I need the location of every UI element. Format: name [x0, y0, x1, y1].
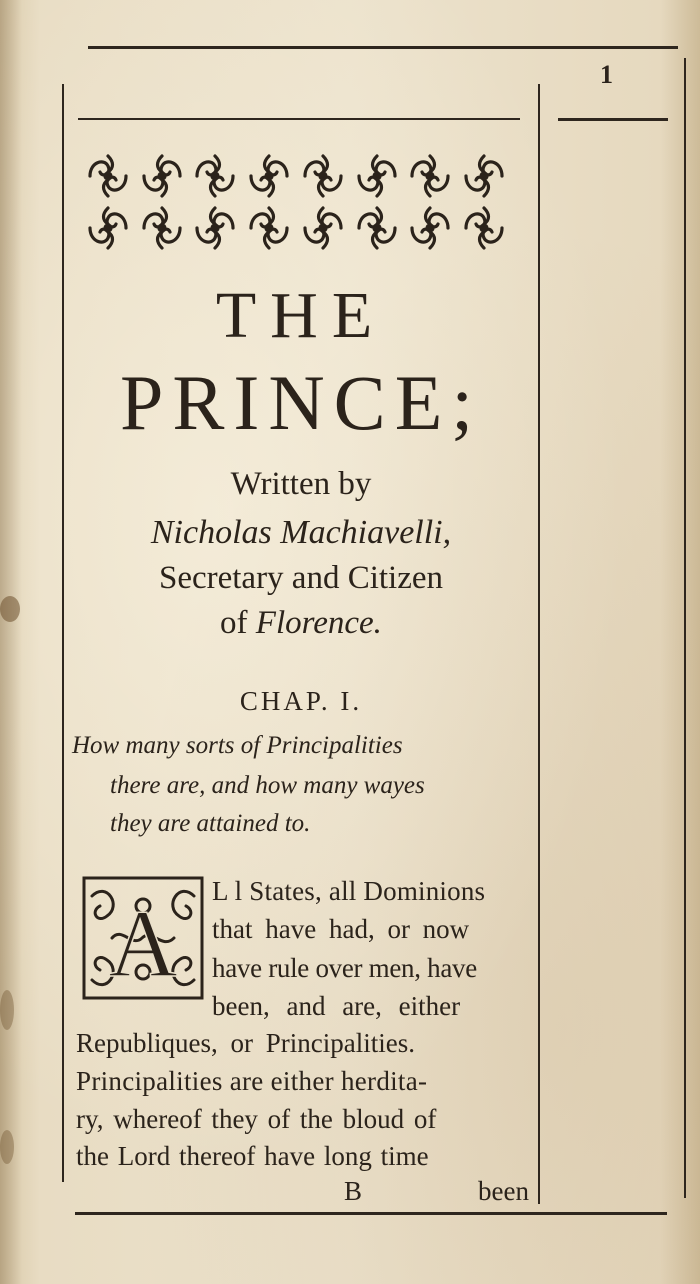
stain — [0, 1130, 14, 1164]
bottom-rule — [75, 1212, 667, 1215]
body-line: that have had, or now — [212, 914, 470, 944]
catchword: been — [478, 1176, 529, 1206]
inner-top-rule — [78, 118, 520, 120]
body-line: the Lord thereof have long time — [76, 1141, 429, 1171]
body-line: Principalities are either herdita- — [76, 1066, 428, 1096]
stain — [0, 990, 14, 1030]
margin-rule — [684, 58, 686, 1198]
fleuron-ornament — [191, 152, 239, 200]
chapter-subtitle-line: there are, and how many wayes — [110, 772, 425, 799]
body-line: ry, whereof they of the bloud of — [76, 1104, 437, 1134]
drop-cap-letter: A — [108, 890, 178, 997]
fleuron-ornament — [84, 152, 132, 200]
fleuron-ornament — [353, 152, 401, 200]
fleuron-ornament — [138, 204, 186, 252]
author-name: Nicholas Machiavelli, — [150, 514, 452, 551]
ornament-row — [84, 204, 508, 252]
fleuron-ornament — [353, 204, 401, 252]
fleuron-ornament — [245, 152, 293, 200]
fleuron-ornament — [460, 204, 508, 252]
fleuron-ornament — [299, 152, 347, 200]
page-number: 1 — [600, 60, 613, 89]
chapter-subtitle-line: they are attained to. — [110, 810, 311, 837]
body-line: been, and are, either — [212, 991, 461, 1021]
title-prince: PRINCE; — [119, 359, 483, 446]
page-edge-shadow — [0, 0, 22, 1284]
written-by: Written by — [230, 466, 372, 502]
stain — [0, 596, 20, 622]
fleuron-ornament — [138, 152, 186, 200]
chapter-heading: CHAP. I. — [239, 686, 363, 716]
fleuron-ornament — [406, 204, 454, 252]
ornament-row — [84, 152, 508, 200]
of-word: of — [220, 605, 248, 641]
right-rule — [538, 84, 540, 1204]
title-the: THE — [215, 279, 387, 352]
body-line: have rule over men, have — [212, 953, 477, 983]
right-header-rule — [558, 118, 668, 121]
fleuron-ornament — [191, 204, 239, 252]
body-line: L l States, all Dominions — [212, 876, 486, 906]
drop-cap — [82, 876, 204, 1000]
fleuron-ornament — [406, 152, 454, 200]
fleuron-ornament — [299, 204, 347, 252]
ornament-band — [84, 152, 508, 252]
body-line: Republiques, or Principalities. — [76, 1028, 415, 1058]
top-rule — [88, 46, 678, 49]
fleuron-ornament — [84, 204, 132, 252]
chapter-subtitle-line: How many sorts of Principalities — [72, 732, 403, 759]
author-role: Secretary and Citizen — [158, 560, 444, 596]
city-name: Florence. — [255, 605, 382, 641]
fleuron-ornament — [460, 152, 508, 200]
author-city-line — [64, 605, 538, 642]
drop-cap-ornament — [82, 876, 204, 1000]
fleuron-ornament — [245, 204, 293, 252]
signature-mark: B — [344, 1176, 363, 1206]
